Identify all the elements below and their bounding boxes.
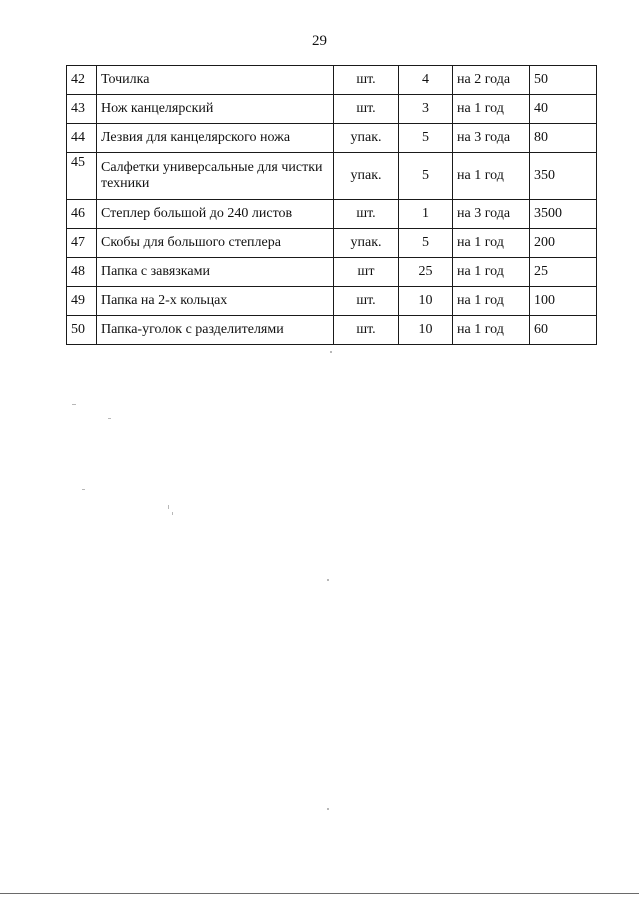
row-number-cell: 42 [67, 66, 97, 95]
quantity-cell: 25 [399, 258, 453, 287]
usage-term-cell: на 1 год [453, 316, 530, 345]
quantity-cell: 4 [399, 66, 453, 95]
price-cell: 50 [530, 66, 597, 95]
table-row [67, 258, 597, 287]
row-number-cell: 43 [67, 95, 97, 124]
row-number-cell: 44 [67, 124, 97, 153]
usage-term-cell: на 3 года [453, 124, 530, 153]
quantity-cell: 5 [399, 124, 453, 153]
item-name-cell: Папка на 2-х кольцах [97, 287, 334, 316]
price-cell: 40 [530, 95, 597, 124]
table-row [67, 229, 597, 258]
unit-cell: шт. [334, 316, 399, 345]
price-cell: 100 [530, 287, 597, 316]
scan-speck [82, 489, 85, 490]
unit-cell: упак. [334, 229, 399, 258]
table-row [67, 124, 597, 153]
item-name-cell: Лезвия для канцелярского ножа [97, 124, 334, 153]
unit-cell: шт [334, 258, 399, 287]
supplies-table [66, 65, 597, 345]
item-name-cell: Точилка [97, 66, 334, 95]
scan-speck [327, 579, 329, 581]
row-number-cell: 45 [67, 153, 97, 200]
unit-cell: шт. [334, 287, 399, 316]
quantity-cell: 3 [399, 95, 453, 124]
row-number-cell: 47 [67, 229, 97, 258]
quantity-cell: 5 [399, 229, 453, 258]
supplies-table-body [67, 66, 597, 345]
usage-term-cell: на 1 год [453, 287, 530, 316]
item-name-cell: Салфетки универсальные для чистки техники [97, 153, 334, 200]
scan-speck [172, 512, 173, 515]
page-number: 29 [312, 33, 327, 49]
scan-speck [72, 404, 76, 405]
scan-speck [168, 505, 169, 509]
usage-term-cell: на 3 года [453, 200, 530, 229]
item-name-cell: Папка-уголок с разделителями [97, 316, 334, 345]
price-cell: 200 [530, 229, 597, 258]
usage-term-cell: на 1 год [453, 95, 530, 124]
usage-term-cell: на 1 год [453, 258, 530, 287]
item-name-cell: Нож канцелярский [97, 95, 334, 124]
table-row [67, 287, 597, 316]
item-name-cell: Скобы для большого степлера [97, 229, 334, 258]
row-number-cell: 46 [67, 200, 97, 229]
table-row [67, 153, 597, 200]
price-cell: 80 [530, 124, 597, 153]
scan-edge-line [0, 893, 639, 894]
quantity-cell: 5 [399, 153, 453, 200]
unit-cell: упак. [334, 124, 399, 153]
table-row [67, 95, 597, 124]
usage-term-cell: на 1 год [453, 229, 530, 258]
usage-term-cell: на 1 год [453, 153, 530, 200]
scan-speck [108, 418, 111, 419]
row-number-cell: 49 [67, 287, 97, 316]
quantity-cell: 1 [399, 200, 453, 229]
unit-cell: шт. [334, 66, 399, 95]
table-row [67, 200, 597, 229]
item-name-cell: Степлер большой до 240 листов [97, 200, 334, 229]
unit-cell: шт. [334, 95, 399, 124]
price-cell: 3500 [530, 200, 597, 229]
unit-cell: упак. [334, 153, 399, 200]
scan-speck [330, 351, 332, 353]
usage-term-cell: на 2 года [453, 66, 530, 95]
price-cell: 60 [530, 316, 597, 345]
quantity-cell: 10 [399, 316, 453, 345]
table-row [67, 316, 597, 345]
row-number-cell: 48 [67, 258, 97, 287]
price-cell: 25 [530, 258, 597, 287]
table-row [67, 66, 597, 95]
unit-cell: шт. [334, 200, 399, 229]
row-number-cell: 50 [67, 316, 97, 345]
item-name-cell: Папка с завязками [97, 258, 334, 287]
price-cell: 350 [530, 153, 597, 200]
quantity-cell: 10 [399, 287, 453, 316]
scan-speck [327, 808, 329, 810]
